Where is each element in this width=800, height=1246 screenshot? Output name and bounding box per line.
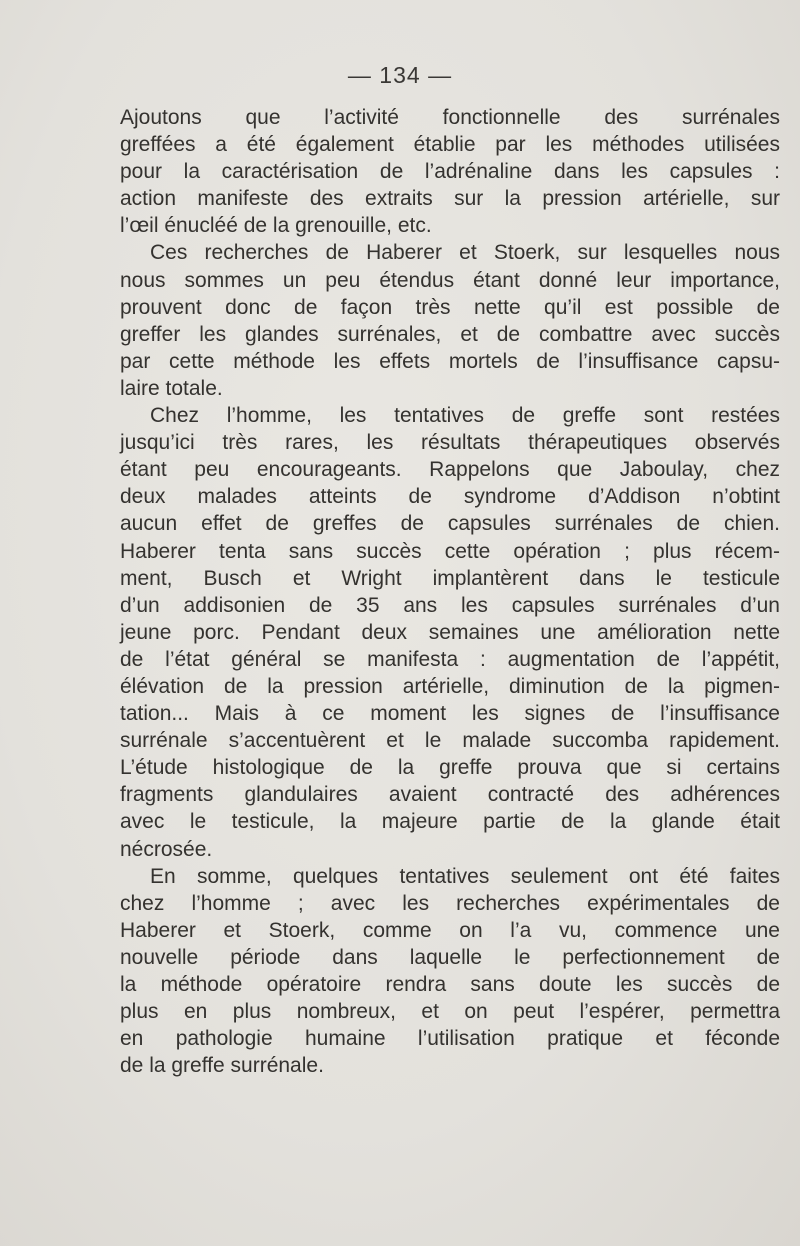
text-line: Ajoutons que l’activité fonctionnelle des surrénales — [120, 106, 780, 129]
text-line: L’étude histologique de la greffe prouva que si certains — [120, 756, 780, 780]
text-line: de la greffe surrénale. — [120, 1054, 324, 1078]
body-text — [120, 104, 780, 1079]
text-line: d’un addisonien de 35 ans les capsules surrénales d’un — [120, 593, 780, 617]
text-line: laire totale. — [120, 376, 223, 400]
text-line: nécrosée. — [120, 837, 213, 861]
text-line: nous sommes un peu étendus étant donné leur importance, — [120, 268, 780, 292]
page-number: — 134 — — [347, 62, 453, 88]
text-line: action manifeste des extraits sur la pression artérielle, sur — [120, 187, 780, 211]
text-line: greffées a été également établie par les méthodes utilisées — [120, 133, 780, 157]
text-line: par cette méthode les effets mortels de l’insuffisance capsu- — [120, 349, 780, 373]
text-line: étant peu encourageants. Rappelons que Jaboulay, chez — [120, 458, 780, 482]
text-line: pour la caractérisation de l’adrénaline dans les capsules : — [120, 160, 780, 184]
text-line: la méthode opératoire rendra sans doute les succès de — [120, 973, 780, 996]
text-line: Chez l’homme, les tentatives de greffe sont restées — [150, 404, 780, 428]
text-line: en pathologie humaine l’utilisation pratique et féconde — [120, 1027, 780, 1051]
text-line: de l’état général se manifesta : augmentation de l’appétit, — [120, 647, 780, 671]
text-line: deux malades atteints de syndrome d’Addison n’obtint — [120, 485, 780, 509]
text-line: jusqu’ici très rares, les résultats thérapeutiques observés — [120, 431, 780, 455]
text-line: Haberer tenta sans succès cette opération ; plus récem- — [120, 539, 780, 563]
text-line: jeune porc. Pendant deux semaines une amélioration nette — [120, 620, 780, 644]
text-line: nouvelle période dans laquelle le perfectionnement de — [120, 945, 780, 969]
text-line: tation... Mais à ce moment les signes de l’insuffisance — [120, 702, 780, 726]
text-line: ment, Busch et Wright implantèrent dans le testicule — [120, 566, 780, 590]
text-line: avec le testicule, la majeure partie de la glande était — [120, 810, 780, 834]
text-line: l’œil énucléé de la grenouille, etc. — [120, 214, 432, 238]
text-line: Haberer et Stoerk, comme on l’a vu, commence une — [120, 918, 780, 942]
text-line: Ces recherches de Haberer et Stoerk, sur lesquelles nous — [150, 241, 780, 265]
text-line: aucun effet de greffes de capsules surrénales de chien. — [120, 512, 780, 536]
text-line: élévation de la pression artérielle, diminution de la pigmen- — [120, 674, 780, 698]
text-line: En somme, quelques tentatives seulement ont été faites — [150, 864, 780, 888]
text-line: surrénale s’accentuèrent et le malade succomba rapidement. — [120, 729, 780, 753]
text-line: greffer les glandes surrénales, et de combattre avec succès — [120, 322, 780, 346]
text-line: fragments glandulaires avaient contracté des adhérences — [120, 783, 780, 807]
text-line: plus en plus nombreux, et on peut l’espérer, permettra — [120, 1000, 780, 1024]
text-line: chez l’homme ; avec les recherches expérimentales de — [120, 891, 780, 915]
text-line: prouvent donc de façon très nette qu’il est possible de — [120, 295, 780, 319]
